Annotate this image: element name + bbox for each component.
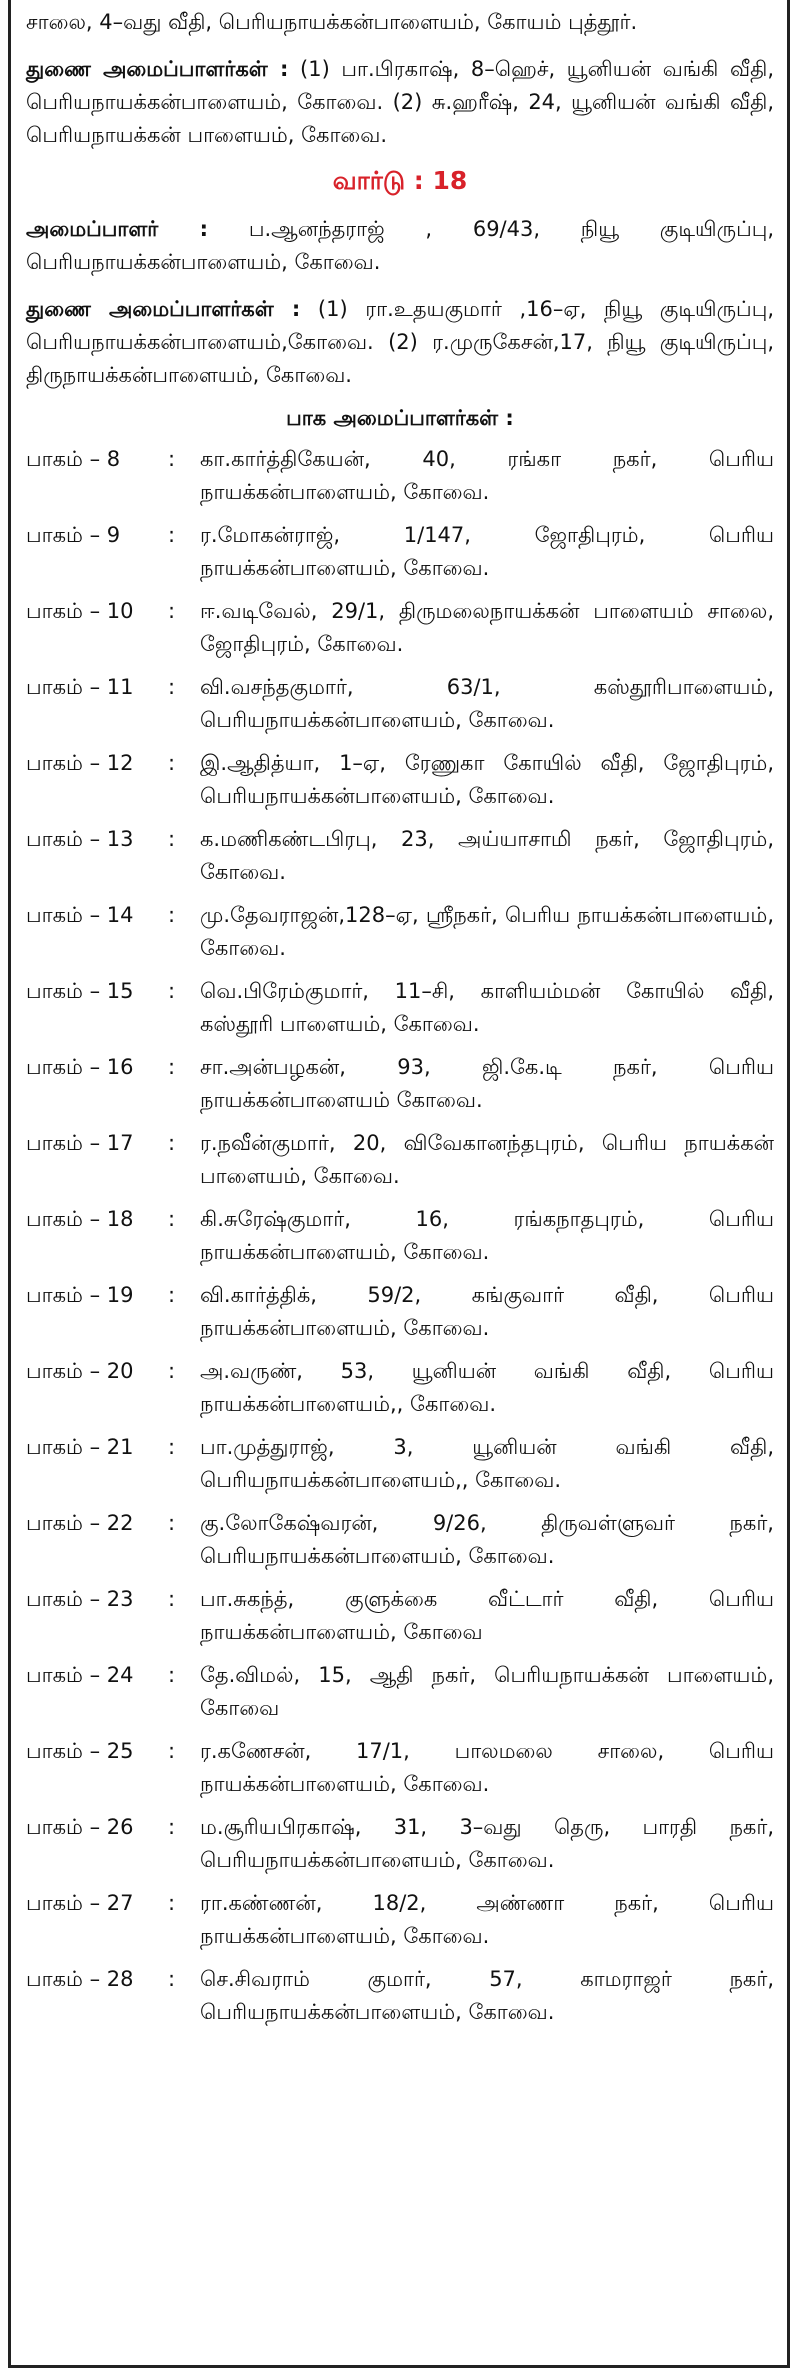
part-organizer-address: க.மணிகண்டபிரபு, 23, அய்யாசாமி நகர், ஜோதிபுரம், கோவை.: [200, 827, 774, 884]
deputy-label: துணை அமைப்பாளர்கள் :: [26, 57, 289, 81]
part-organizer-address: ர.மோகன்ராஜ், 1/147, ஜோதிபுரம், பெரிய நாயக்கன்பாளையம், கோவை.: [200, 523, 774, 580]
colon-separator: :: [168, 1587, 176, 1611]
colon-separator: :: [168, 1967, 176, 1991]
colon-separator: :: [168, 1435, 176, 1459]
intro-address: சாலை, 4–வது வீதி, பெரியநாயக்கன்பாளையம், கோயம் புத்தூர்.: [26, 10, 638, 34]
colon-separator: :: [168, 1207, 176, 1231]
colon-separator: :: [168, 1283, 176, 1307]
part-organizer-address: பா.முத்துராஜ், 3, யூனியன் வங்கி வீதி, பெரியநாயக்கன்பாளையம்,, கோவை.: [200, 1435, 774, 1492]
part-organizer-address: கி.சுரேஷ்குமார், 16, ரங்கநாதபுரம், பெரிய நாயக்கன்பாளையம், கோவை.: [200, 1207, 774, 1264]
part-number: பாகம் – 15: [26, 979, 134, 1003]
part-organizer-address: வெ.பிரேம்குமார், 11–சி, காளியம்மன் கோயில் வீதி, கஸ்தூரி பாளையம், கோவை.: [200, 979, 774, 1036]
part-row: [26, 747, 774, 813]
part-row: [26, 1583, 774, 1649]
part-organizer-address: ம.சூரியபிரகாஷ், 31, 3–வது தெரு, பாரதி நகர், பெரியநாயக்கன்பாளையம், கோவை.: [200, 1815, 774, 1872]
part-number: பாகம் – 20: [26, 1359, 134, 1383]
part-number: பாகம் – 27: [26, 1891, 134, 1915]
part-organizer-address: வி.கார்த்திக், 59/2, கங்குவார் வீதி, பெரிய நாயக்கன்பாளையம், கோவை.: [200, 1283, 774, 1340]
colon-separator: :: [168, 1815, 176, 1839]
colon-separator: :: [168, 751, 176, 775]
part-row: [26, 595, 774, 661]
deputy-text: (1) பா.பிரகாஷ், 8–ஹெச், யூனியன் வங்கி வீதி, பெரியநாயக்கன்பாளையம், கோவை. (2) சு.ஹரீஷ், 24, யூனியன் வங்கி வீதி, பெரியநாயக்கன் பாளையம், கோவை.: [26, 57, 774, 147]
part-row: [26, 975, 774, 1041]
part-organizer-address: அ.வருண், 53, யூனியன் வங்கி வீதி, பெரிய நாயக்கன்பாளையம்,, கோவை.: [200, 1359, 774, 1416]
part-number: பாகம் – 18: [26, 1207, 134, 1231]
part-row: [26, 671, 774, 737]
colon-separator: :: [168, 1511, 176, 1535]
part-number: பாகம் – 17: [26, 1131, 134, 1155]
part-organizer-address: ர.நவீன்குமார், 20, விவேகானந்தபுரம், பெரிய நாயக்கன் பாளையம், கோவை.: [200, 1131, 774, 1188]
parts-list: [26, 443, 774, 2029]
part-row: [26, 1203, 774, 1269]
part-row: [26, 1051, 774, 1117]
part-row: [26, 443, 774, 509]
colon-separator: :: [168, 1131, 176, 1155]
part-number: பாகம் – 14: [26, 903, 134, 927]
colon-separator: :: [168, 903, 176, 927]
colon-separator: :: [168, 979, 176, 1003]
part-number: பாகம் – 8: [26, 447, 121, 471]
ward-organizer: [26, 213, 774, 279]
part-number: பாகம் – 9: [26, 523, 121, 547]
colon-separator: :: [168, 523, 176, 547]
ward-deputy-organizers: [26, 293, 774, 392]
part-organizer-address: தே.விமல், 15, ஆதி நகர், பெரியநாயக்கன் பாளையம், கோவை: [200, 1663, 774, 1720]
part-row: [26, 1279, 774, 1345]
part-number: பாகம் – 19: [26, 1283, 134, 1307]
part-organizer-address: ரா.கண்ணன், 18/2, அண்ணா நகர், பெரிய நாயக்கன்பாளையம், கோவை.: [200, 1891, 774, 1948]
colon-separator: :: [168, 827, 176, 851]
part-row: [26, 1127, 774, 1193]
part-row: [26, 823, 774, 889]
organizer-text: ப.ஆனந்தராஜ் , 69/43, நியூ குடியிருப்பு, பெரியநாயக்கன்பாளையம், கோவை.: [26, 217, 774, 274]
ward-heading: வார்டு : 18: [332, 166, 468, 195]
part-number: பாகம் – 10: [26, 599, 134, 623]
part-number: பாகம் – 25: [26, 1739, 134, 1763]
part-row: [26, 1887, 774, 1953]
colon-separator: :: [168, 1055, 176, 1079]
part-organizer-address: வி.வசந்தகுமார், 63/1, கஸ்தூரிபாளையம், பெரியநாயக்கன்பாளையம், கோவை.: [200, 675, 774, 732]
part-number: பாகம் – 12: [26, 751, 134, 775]
part-row: [26, 1963, 774, 2029]
part-organizer-address: பா.சுகந்த், குளுக்கை வீட்டார் வீதி, பெரிய நாயக்கன்பாளையம், கோவை: [200, 1587, 774, 1644]
part-organizer-address: இ.ஆதித்யா, 1–ஏ, ரேணுகா கோயில் வீதி, ஜோதிபுரம், பெரியநாயக்கன்பாளையம், கோவை.: [200, 751, 774, 808]
intro-deputy-organizers: [26, 53, 774, 152]
part-row: [26, 1735, 774, 1801]
part-organizer-address: ர.கணேசன், 17/1, பாலமலை சாலை, பெரிய நாயக்கன்பாளையம், கோவை.: [200, 1739, 774, 1796]
colon-separator: :: [168, 1663, 176, 1687]
part-number: பாகம் – 16: [26, 1055, 134, 1079]
part-number: பாகம் – 26: [26, 1815, 134, 1839]
part-row: [26, 1507, 774, 1573]
part-number: பாகம் – 21: [26, 1435, 134, 1459]
part-number: பாகம் – 23: [26, 1587, 134, 1611]
part-row: [26, 1355, 774, 1421]
colon-separator: :: [168, 675, 176, 699]
part-number: பாகம் – 28: [26, 1967, 134, 1991]
part-row: [26, 1431, 774, 1497]
part-number: பாகம் – 11: [26, 675, 134, 699]
part-organizer-address: செ.சிவராம் குமார், 57, காமராஜர் நகர், பெரியநாயக்கன்பாளையம், கோவை.: [200, 1967, 774, 2024]
organizer-label: அமைப்பாளர் :: [26, 217, 209, 241]
part-organizer-address: சா.அன்பழகன், 93, ஜி.கே.டி நகர், பெரிய நாயக்கன்பாளையம் கோவை.: [200, 1055, 774, 1112]
parts-heading: பாக அமைப்பாளர்கள் :: [286, 406, 514, 430]
colon-separator: :: [168, 1891, 176, 1915]
part-organizer-address: மு.தேவராஜன்,128–ஏ, ஸ்ரீநகர், பெரிய நாயக்கன்பாளையம், கோவை.: [200, 903, 774, 960]
part-organizer-address: கா.கார்த்திகேயன், 40, ரங்கா நகர், பெரிய நாயக்கன்பாளையம், கோவை.: [200, 447, 774, 504]
part-row: [26, 899, 774, 965]
colon-separator: :: [168, 1359, 176, 1383]
part-row: [26, 1659, 774, 1725]
part-organizer-address: ஈ.வடிவேல், 29/1, திருமலைநாயக்கன் பாளையம் சாலை, ஜோதிபுரம், கோவை.: [200, 599, 774, 656]
part-number: பாகம் – 13: [26, 827, 134, 851]
part-number: பாகம் – 22: [26, 1511, 134, 1535]
part-row: [26, 1811, 774, 1877]
deputy-text: (1) ரா.உதயகுமார் ,16–ஏ, நியூ குடியிருப்பு, பெரியநாயக்கன்பாளையம்,கோவை. (2) ர.முருகேசன்,17, நியூ குடியிருப்பு, திருநாயக்கன்பாளையம், கோவை.: [26, 297, 774, 387]
part-number: பாகம் – 24: [26, 1663, 134, 1687]
part-organizer-address: கு.லோகேஷ்வரன், 9/26, திருவள்ளுவர் நகர், பெரியநாயக்கன்பாளையம், கோவை.: [200, 1511, 774, 1568]
colon-separator: :: [168, 599, 176, 623]
document-body: [26, 6, 774, 2039]
colon-separator: :: [168, 1739, 176, 1763]
colon-separator: :: [168, 447, 176, 471]
deputy-label: துணை அமைப்பாளர்கள் :: [26, 297, 301, 321]
part-row: [26, 519, 774, 585]
